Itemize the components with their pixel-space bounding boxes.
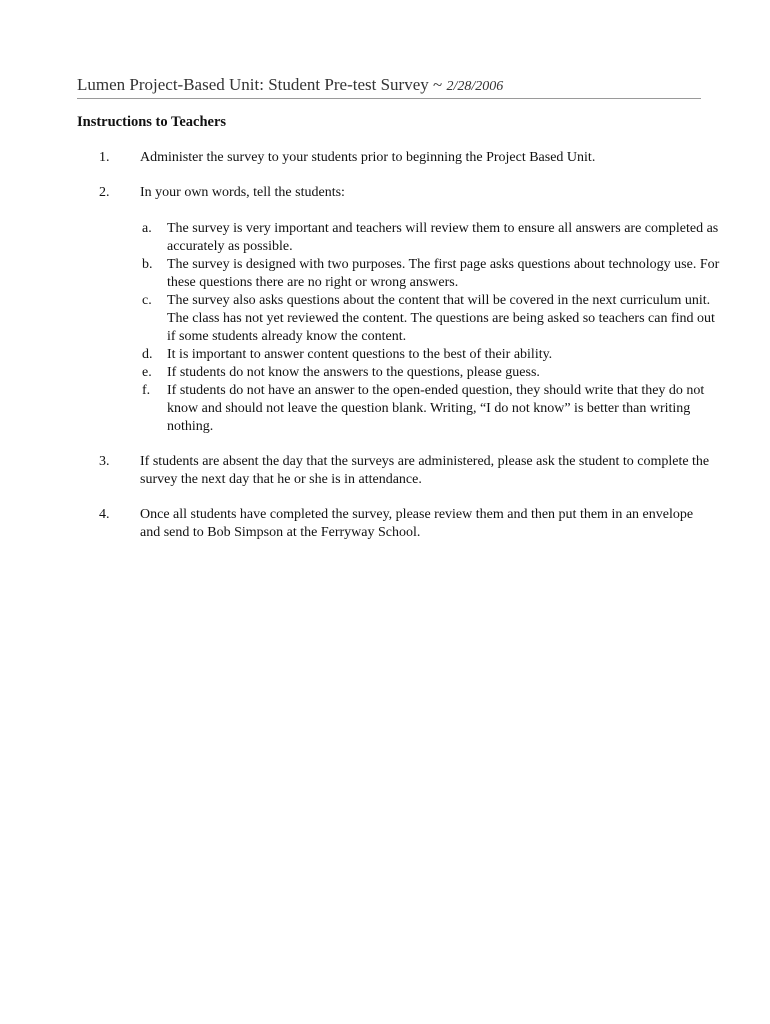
sub-item-c	[140, 292, 720, 346]
sub-item-text: The survey also asks questions about the content that will be covered in the next curriculum unit. The class has not yet reviewed the content. The questions are being asked so teachers can find out if some students already know the content.	[167, 293, 715, 344]
sub-item-f	[140, 382, 720, 436]
item-number: 3.	[99, 454, 110, 469]
document-date: 2/28/2006	[446, 79, 504, 94]
sub-item-text: It is important to answer content questions to the best of their ability.	[167, 347, 553, 362]
sub-item-d	[140, 346, 720, 364]
item-text: In your own words, tell the students:	[140, 185, 345, 200]
sub-item-text: The survey is designed with two purposes. The first page asks questions about technology use. For these questions there are no right or wrong answers.	[167, 257, 720, 290]
sub-item-e	[140, 364, 720, 382]
sub-item-letter: f.	[142, 383, 151, 398]
instructions-heading: Instructions to Teachers	[77, 114, 227, 130]
sub-item-a	[140, 220, 720, 256]
sub-item-letter: e.	[142, 365, 152, 380]
item-number: 2.	[99, 185, 110, 200]
sub-item-b	[140, 256, 720, 292]
sub-item-letter: b.	[142, 257, 153, 272]
sub-item-text: If students do not have an answer to the open-ended question, they should write that they do not know and should not leave the question blank. Writing, “I do not know” is better than writing nothing.	[167, 383, 705, 434]
sub-item-text: The survey is very important and teachers will review them to ensure all answers are completed as accurately as possible.	[167, 221, 719, 254]
document-title: Lumen Project-Based Unit: Student Pre-test Survey ~	[77, 75, 447, 94]
item-text: If students are absent the day that the surveys are administered, please ask the student to complete the survey the next day that he or she is in attendance.	[140, 454, 710, 487]
sub-instruction-list	[140, 220, 720, 436]
document-header	[77, 75, 701, 99]
sub-item-letter: c.	[142, 293, 152, 308]
item-number: 1.	[99, 150, 110, 165]
item-number: 4.	[99, 507, 110, 522]
sub-item-letter: a.	[142, 221, 152, 236]
item-text: Once all students have completed the survey, please review them and then put them in an envelope and send to Bob Simpson at the Ferryway School.	[140, 507, 694, 540]
item-text: Administer the survey to your students prior to beginning the Project Based Unit.	[140, 150, 596, 165]
sub-item-letter: d.	[142, 347, 153, 362]
sub-item-text: If students do not know the answers to the questions, please guess.	[167, 365, 540, 380]
